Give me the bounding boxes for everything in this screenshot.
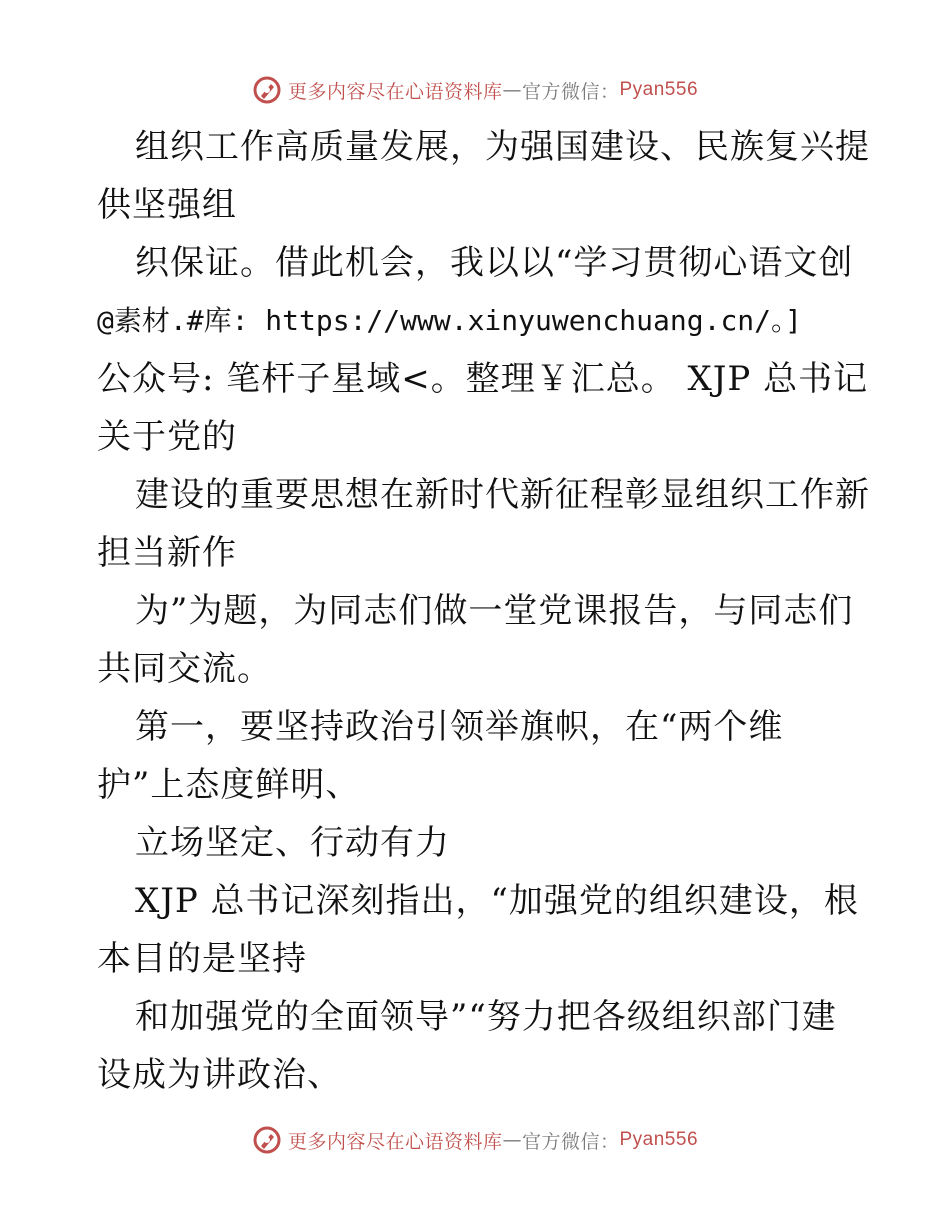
body-line: 本目的是坚持 [97, 939, 307, 979]
body-line: 立场坚定、行动有力 [135, 823, 450, 863]
watermark-label: 官方微信： [521, 1130, 620, 1153]
body-line: 共同交流。 [97, 649, 272, 689]
body-line: 建设的重要思想在新时代新征程彰显组织工作新 [135, 475, 870, 515]
body-line: 为”为题，为同志们做一堂党课报告，与同志们 [135, 591, 854, 631]
body-line: 公众号: 笔杆子星域<。整理￥汇总。 XJP 总书记 [97, 359, 869, 399]
watermark-separator: — [502, 79, 522, 101]
header-watermark [0, 70, 950, 110]
body-line: 第一，要坚持政治引领举旗帜，在“两个维 [135, 707, 784, 747]
body-line: 组织工作高质量发展，为强国建设、民族复兴提 [135, 127, 870, 167]
body-line: 织保证。借此机会，我以以“学习贯彻心语文创 [135, 243, 854, 283]
watermark-site-text: 更多内容尽在心语资料库 [287, 80, 503, 103]
body-line: XJP 总书记深刻指出，“加强党的组织建设，根 [135, 881, 859, 921]
body-line: 和加强党的全面领导”“努力把各级组织部门建 [135, 997, 837, 1037]
footer-watermark [0, 1120, 950, 1160]
body-line: 担当新作 [97, 533, 237, 573]
body-line: 设成为讲政治、 [97, 1055, 342, 1095]
body-line-url: @素材.#库: https://www.xinyuwenchuang.cn/。] [97, 304, 802, 337]
watermark-id: Pyan556 [619, 1129, 699, 1150]
pen-logo-icon [252, 75, 282, 105]
pen-logo-icon [252, 1125, 282, 1155]
watermark-separator: — [502, 1129, 522, 1151]
document-body [97, 118, 870, 1104]
watermark-site-text: 更多内容尽在心语资料库 [287, 1130, 503, 1153]
watermark-id: Pyan556 [619, 79, 699, 100]
body-line: 关于党的 [97, 417, 237, 457]
watermark-label: 官方微信： [521, 80, 620, 103]
body-line: 供坚强组 [97, 185, 237, 225]
body-line: 护”上态度鲜明、 [97, 765, 361, 805]
